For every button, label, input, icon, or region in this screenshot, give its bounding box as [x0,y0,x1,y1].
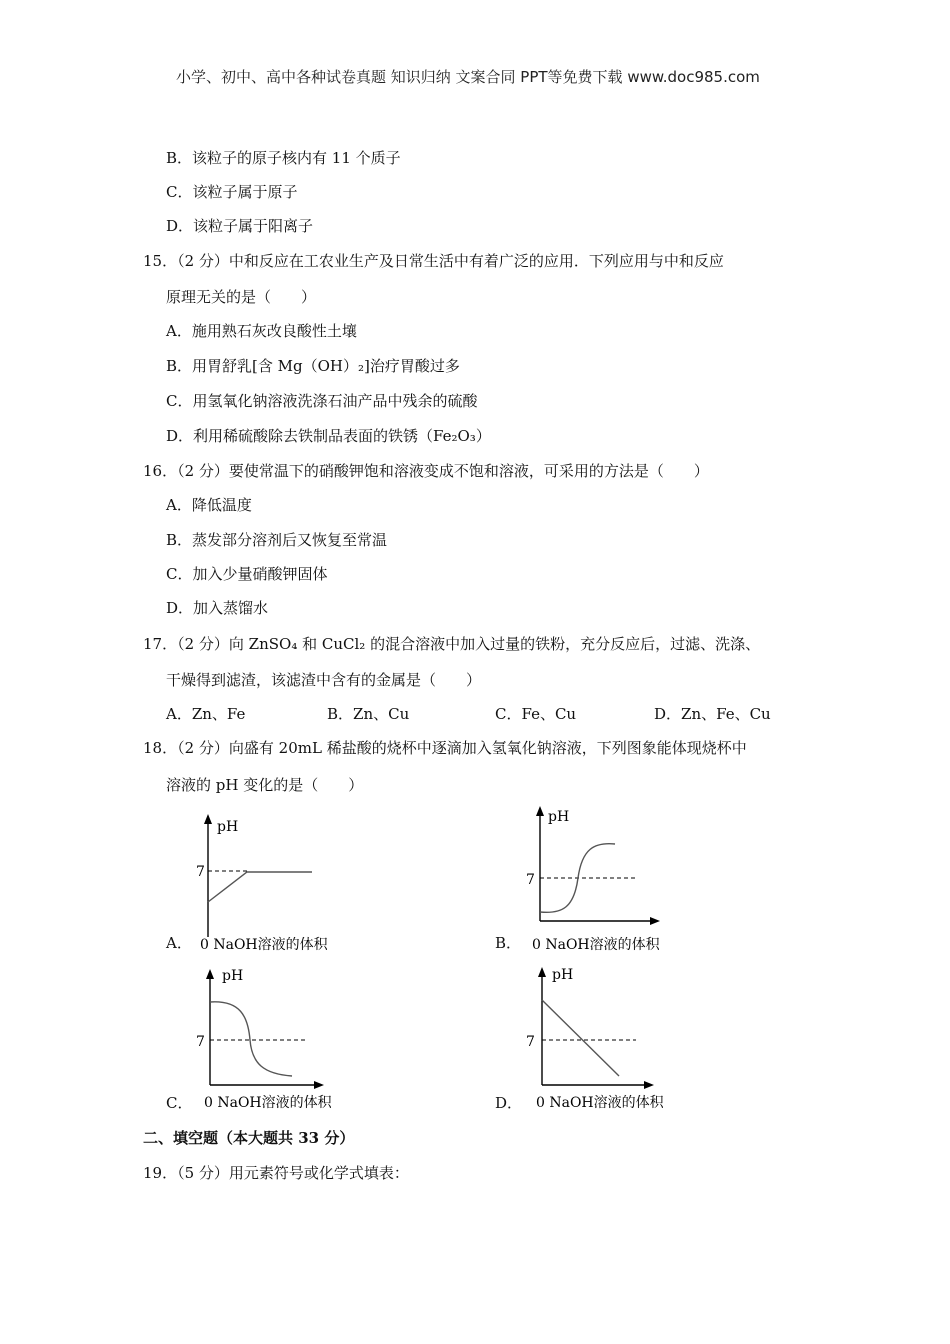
graph-b-tick-7: 7 [526,872,535,888]
section-2-title: 二、填空题（本大题共 33 分） [143,1129,355,1147]
q15-option-b: B．用胃舒乳[含 Mg（OH）₂]治疗胃酸过多 [166,357,460,375]
q15-option-a: A．施用熟石灰改良酸性土壤 [166,322,357,340]
graph-a-curve [208,872,312,902]
q15-stem-line2: 原理无关的是（ ） [166,288,317,306]
graph-b-y-arrow [536,806,544,816]
graph-d-x-arrow [644,1081,654,1089]
q17-stem-line2: 干燥得到滤渣，该滤渣中含有的金属是（ ） [166,671,482,689]
q17-option-c: C．Fe、Cu [495,705,577,723]
graph-a-xlabel: 0 NaOH溶液的体积 [200,937,328,952]
q16-stem: 16．（2 分）要使常温下的硝酸钾饱和溶液变成不饱和溶液，可采用的方法是（ ） [143,462,709,480]
graph-d-xlabel: 0 NaOH溶液的体积 [536,1095,664,1111]
q17-stem-line1: 17．（2 分）向 ZnSO₄ 和 CuCl₂ 的混合溶液中加入过量的铁粉，充分反应后，过滤、洗涤、 [143,635,761,653]
graph-c-tick-7: 7 [196,1034,205,1050]
graph-c [192,966,352,1114]
graph-d-curve [542,1000,619,1076]
graph-d-tick-7: 7 [526,1034,535,1050]
graph-a-y-arrow [204,814,212,824]
graph-b [522,804,682,952]
q15-option-d: D．利用稀硫酸除去铁制品表面的铁锈（Fe₂O₃） [166,427,491,445]
graph-c-x-arrow [314,1081,324,1089]
q14-option-b: B．该粒子的原子核内有 11 个质子 [166,149,401,167]
graph-d-ylabel: pH [552,967,574,983]
graph-b-x-arrow [650,917,660,925]
q17-option-b: B．Zn、Cu [327,705,410,723]
q18-option-b-letter: B． [495,934,522,952]
graph-c-y-arrow [206,969,214,979]
q18-option-a-letter: A． [166,934,192,952]
q16-option-c: C．加入少量硝酸钾固体 [166,565,328,583]
q18-stem-line1: 18．（2 分）向盛有 20mL 稀盐酸的烧杯中逐滴加入氢氧化钠溶液，下列图象能体现烧杯中 [143,739,747,757]
graph-c-xlabel: 0 NaOH溶液的体积 [204,1095,332,1111]
page-header: 小学、初中、高中各种试卷真题 知识归纳 文案合同 PPT等免费下载 www.doc985.com [176,68,760,86]
graph-a-ylabel: pH [217,819,239,835]
graph-d [522,964,682,1114]
graph-b-ylabel: pH [548,809,570,825]
graph-c-ylabel: pH [222,968,244,984]
q18-stem-line2: 溶液的 pH 变化的是（ ） [166,776,364,794]
graph-b-xlabel: 0 NaOH溶液的体积 [532,937,660,952]
q19-stem: 19．（5 分）用元素符号或化学式填表： [143,1164,409,1182]
q16-option-a: A．降低温度 [166,496,252,514]
q16-option-d: D．加入蒸馏水 [166,599,269,617]
q18-option-c-letter: C． [166,1094,193,1112]
q15-stem-line1: 15．（2 分）中和反应在工农业生产及日常生活中有着广泛的应用．下列应用与中和反应 [143,252,724,270]
q18-option-d-letter: D． [495,1094,523,1112]
graph-a [190,812,340,952]
q17-option-d: D．Zn、Fe、Cu [654,705,771,723]
q14-option-c: C．该粒子属于原子 [166,183,298,201]
q16-option-b: B．蒸发部分溶剂后又恢复至常温 [166,531,388,549]
q17-option-a: A．Zn、Fe [166,705,246,723]
q14-option-d: D．该粒子属于阳离子 [166,217,314,235]
graph-d-y-arrow [538,967,546,977]
graph-a-tick-7: 7 [196,864,205,880]
graph-c-curve [210,1002,292,1076]
q15-option-c: C．用氢氧化钠溶液洗涤石油产品中残余的硫酸 [166,392,478,410]
